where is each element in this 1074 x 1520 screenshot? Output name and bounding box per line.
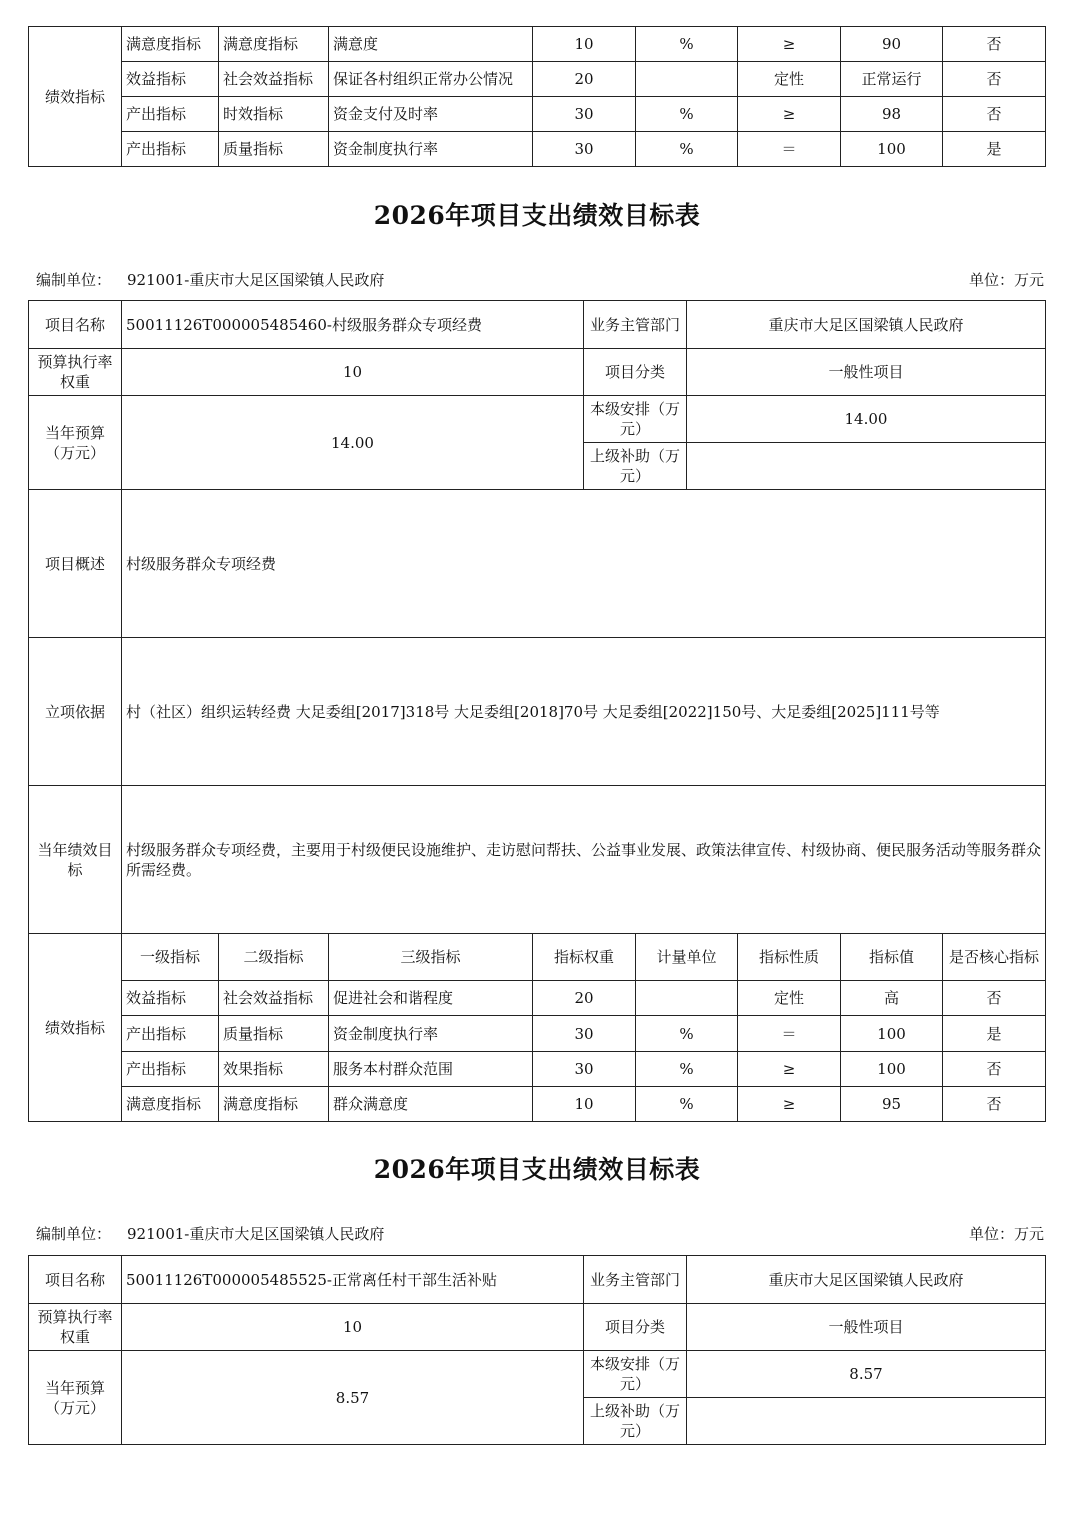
unit-name: 921001-重庆市大足区国梁镇人民政府 — [127, 1225, 385, 1243]
indicator-weight: 10 — [533, 1087, 636, 1122]
level2-indicator: 质量指标 — [219, 1016, 329, 1052]
indicator-core: 否 — [943, 1087, 1046, 1122]
local-funding-value: 14.00 — [687, 396, 1046, 443]
level2-indicator: 时效指标 — [219, 97, 329, 132]
dept-name: 重庆市大足区国梁镇人民政府 — [687, 1256, 1046, 1304]
indicator-nature: ≥ — [738, 1052, 841, 1087]
level1-indicator: 满意度指标 — [122, 1087, 219, 1122]
header-core: 是否核心指标 — [943, 934, 1046, 981]
project-name-label: 项目名称 — [29, 301, 122, 349]
level1-indicator: 产出指标 — [122, 1016, 219, 1052]
level3-indicator: 资金制度执行率 — [329, 132, 533, 167]
table2-indicators — [28, 933, 1046, 1122]
indicator-weight: 30 — [533, 1016, 636, 1052]
currency-unit: 单位：万元 — [968, 1225, 1044, 1243]
indicator-unit: % — [636, 132, 738, 167]
budget-label: 当年预算（万元） — [29, 396, 122, 490]
table2-info — [28, 300, 1046, 934]
indicator-nature: 定性 — [738, 62, 841, 97]
overview-label: 项目概述 — [29, 490, 122, 638]
indicator-value: 高 — [841, 981, 943, 1016]
indicator-weight: 30 — [533, 132, 636, 167]
level1-indicator: 产出指标 — [122, 1052, 219, 1087]
level2-indicator: 效果指标 — [219, 1052, 329, 1087]
indicator-nature: ＝ — [738, 1016, 841, 1052]
level2-indicator: 社会效益指标 — [219, 62, 329, 97]
level2-indicator: 社会效益指标 — [219, 981, 329, 1016]
budget-label: 当年预算（万元） — [29, 1351, 122, 1445]
goal-text: 村级服务群众专项经费，主要用于村级便民设施维护、走访慰问帮扶、公益事业发展、政策法律宣传、村级协商、便民服务活动等服务群众所需经费。 — [122, 786, 1046, 934]
exec-rate-label: 预算执行率权重 — [29, 349, 122, 396]
exec-rate-weight: 10 — [122, 349, 584, 396]
level3-indicator: 促进社会和谐程度 — [329, 981, 533, 1016]
indicator-value: 100 — [841, 1052, 943, 1087]
indicator-value: 90 — [841, 27, 943, 62]
level1-indicator: 产出指标 — [122, 97, 219, 132]
exec-rate-label: 预算执行率权重 — [29, 1304, 122, 1351]
indicator-value: 正常运行 — [841, 62, 943, 97]
indicator-core: 否 — [943, 27, 1046, 62]
indicator-weight: 20 — [533, 981, 636, 1016]
header-weight: 指标权重 — [533, 934, 636, 981]
unit-label: 编制单位： — [36, 1225, 112, 1243]
level1-indicator: 满意度指标 — [122, 27, 219, 62]
header-unit: 计量单位 — [636, 934, 738, 981]
project-name: 50011126T000005485525-正常离任村干部生活补贴 — [122, 1256, 584, 1304]
category-value: 一般性项目 — [687, 1304, 1046, 1351]
budget-value: 14.00 — [122, 396, 584, 490]
header-value: 指标值 — [841, 934, 943, 981]
indicator-core: 否 — [943, 1052, 1046, 1087]
level3-indicator: 资金制度执行率 — [329, 1016, 533, 1052]
indicator-unit: % — [636, 27, 738, 62]
table3-info — [28, 1255, 1046, 1445]
local-funding-label: 本级安排（万元） — [584, 1351, 687, 1398]
dept-label: 业务主管部门 — [584, 1256, 687, 1304]
category-label: 项目分类 — [584, 1304, 687, 1351]
indicator-unit — [636, 62, 738, 97]
table2-meta — [36, 269, 1044, 291]
indicator-unit: % — [636, 1016, 738, 1052]
dept-name: 重庆市大足区国梁镇人民政府 — [687, 301, 1046, 349]
table3-meta — [36, 1223, 1044, 1245]
upper-funding-label: 上级补助（万元） — [584, 1398, 687, 1445]
budget-value: 8.57 — [122, 1351, 584, 1445]
header-nature: 指标性质 — [738, 934, 841, 981]
header-level1: 一级指标 — [122, 934, 219, 981]
indicator-weight: 30 — [533, 97, 636, 132]
basis-label: 立项依据 — [29, 638, 122, 786]
local-funding-value: 8.57 — [687, 1351, 1046, 1398]
level2-indicator: 满意度指标 — [219, 27, 329, 62]
local-funding-label: 本级安排（万元） — [584, 396, 687, 443]
category-label: 项目分类 — [584, 349, 687, 396]
upper-funding-value — [687, 443, 1046, 490]
indicator-unit: % — [636, 1087, 738, 1122]
indicator-core: 否 — [943, 97, 1046, 132]
indicator-unit: % — [636, 97, 738, 132]
indicator-core: 是 — [943, 1016, 1046, 1052]
indicator-unit — [636, 981, 738, 1016]
level2-indicator: 满意度指标 — [219, 1087, 329, 1122]
level1-indicator: 效益指标 — [122, 62, 219, 97]
upper-funding-value — [687, 1398, 1046, 1445]
project-name-label: 项目名称 — [29, 1256, 122, 1304]
table3-title: 2026年项目支出绩效目标表 — [373, 1155, 701, 1184]
level3-indicator: 群众满意度 — [329, 1087, 533, 1122]
currency-unit: 单位：万元 — [968, 271, 1044, 289]
indicator-nature: ≥ — [738, 97, 841, 132]
indicator-value: 98 — [841, 97, 943, 132]
indicator-core: 否 — [943, 981, 1046, 1016]
dept-label: 业务主管部门 — [584, 301, 687, 349]
indicator-section-label: 绩效指标 — [29, 934, 122, 1122]
unit-name: 921001-重庆市大足区国梁镇人民政府 — [127, 271, 385, 289]
indicator-value: 95 — [841, 1087, 943, 1122]
indicator-weight: 10 — [533, 27, 636, 62]
level1-indicator: 产出指标 — [122, 132, 219, 167]
project-name: 50011126T000005485460-村级服务群众专项经费 — [122, 301, 584, 349]
table2-title: 2026年项目支出绩效目标表 — [373, 201, 701, 230]
exec-rate-weight: 10 — [122, 1304, 584, 1351]
unit-label: 编制单位： — [36, 271, 112, 289]
goal-label: 当年绩效目标 — [29, 786, 122, 934]
indicator-value: 100 — [841, 1016, 943, 1052]
top-fragment-table — [28, 26, 1046, 167]
level3-indicator: 保证各村组织正常办公情况 — [329, 62, 533, 97]
indicator-nature: ≥ — [738, 27, 841, 62]
category-value: 一般性项目 — [687, 349, 1046, 396]
overview-text: 村级服务群众专项经费 — [122, 490, 1046, 638]
header-level2: 二级指标 — [219, 934, 329, 981]
level1-indicator: 效益指标 — [122, 981, 219, 1016]
header-level3: 三级指标 — [329, 934, 533, 981]
level3-indicator: 资金支付及时率 — [329, 97, 533, 132]
level3-indicator: 服务本村群众范围 — [329, 1052, 533, 1087]
level2-indicator: 质量指标 — [219, 132, 329, 167]
indicator-nature: 定性 — [738, 981, 841, 1016]
indicator-section-label: 绩效指标 — [29, 27, 122, 167]
level3-indicator: 满意度 — [329, 27, 533, 62]
indicator-core: 是 — [943, 132, 1046, 167]
indicator-value: 100 — [841, 132, 943, 167]
basis-text: 村（社区）组织运转经费 大足委组[2017]318号 大足委组[2018]70号 大足委组[2022]150号、大足委组[2025]111号等 — [122, 638, 1046, 786]
indicator-weight: 20 — [533, 62, 636, 97]
upper-funding-label: 上级补助（万元） — [584, 443, 687, 490]
indicator-weight: 30 — [533, 1052, 636, 1087]
indicator-unit: % — [636, 1052, 738, 1087]
indicator-nature: ≥ — [738, 1087, 841, 1122]
indicator-core: 否 — [943, 62, 1046, 97]
indicator-nature: ＝ — [738, 132, 841, 167]
